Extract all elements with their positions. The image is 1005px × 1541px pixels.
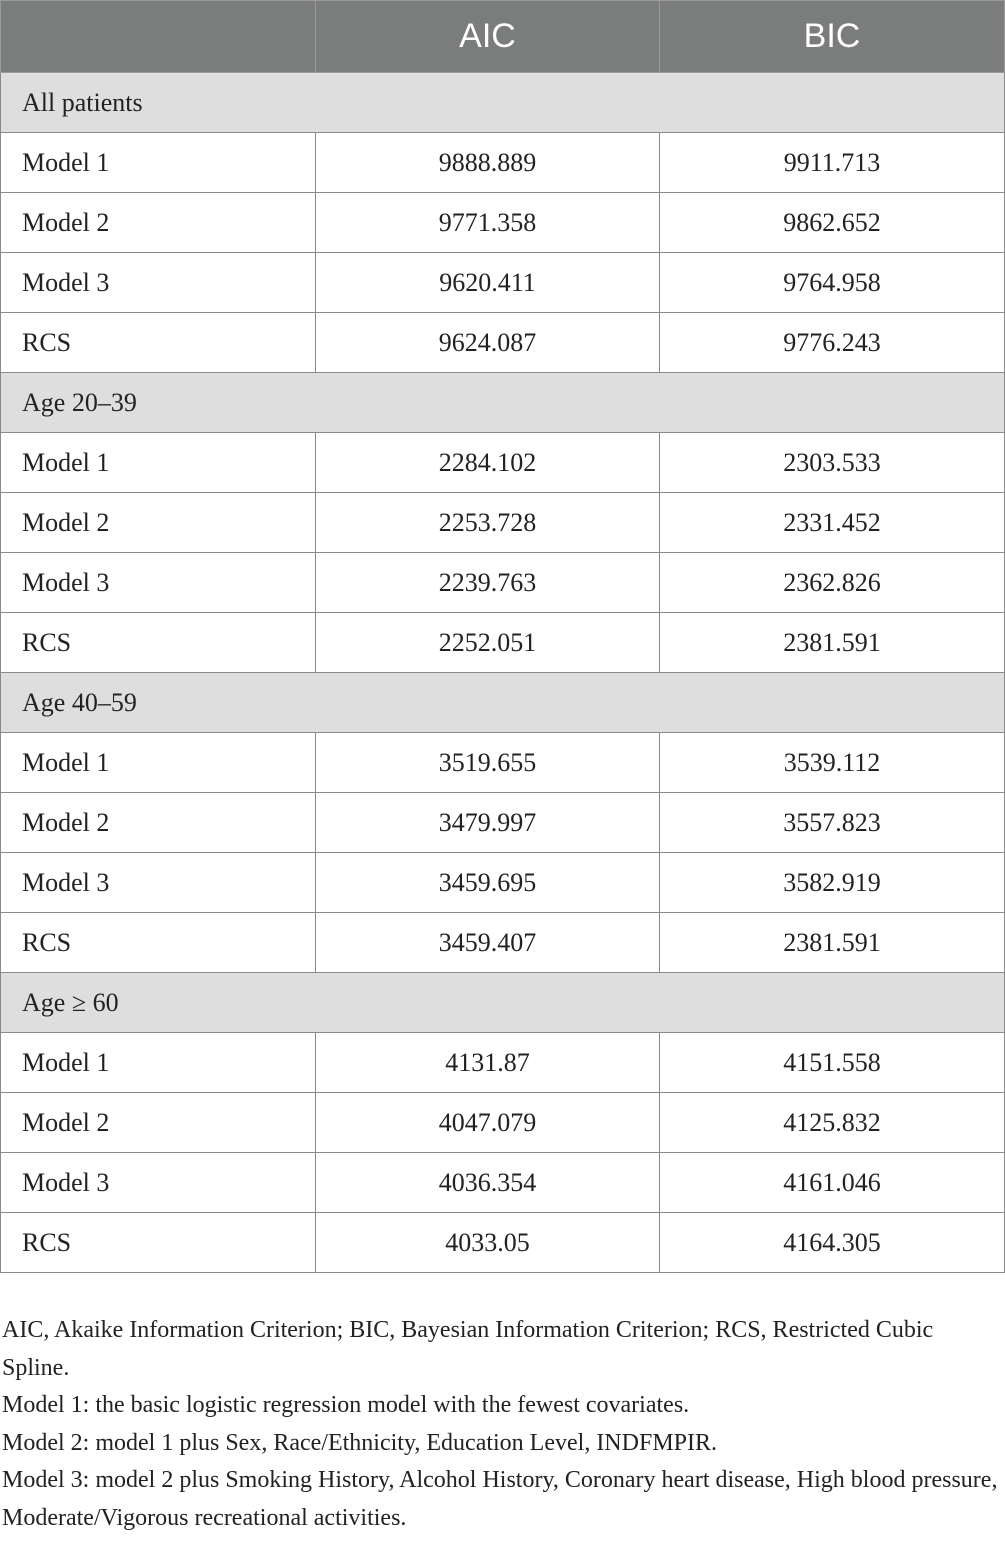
group-label: Age 20–39 <box>1 373 1005 433</box>
bic-cell: 4164.305 <box>660 1213 1005 1273</box>
table-footnotes <box>2 1312 1002 1537</box>
footnote-model-2: Model 2: model 1 plus Sex, Race/Ethnicity, Education Level, INDFMPIR. <box>2 1429 718 1456</box>
model-cell: Model 3 <box>1 1153 316 1213</box>
bic-cell: 9911.713 <box>660 133 1005 193</box>
aic-cell: 9888.889 <box>316 133 660 193</box>
aic-cell: 3459.407 <box>316 913 660 973</box>
bic-cell: 3557.823 <box>660 793 1005 853</box>
table-body <box>1 73 1005 1273</box>
table-row <box>1 313 1005 373</box>
table-row <box>1 733 1005 793</box>
bic-cell: 9764.958 <box>660 253 1005 313</box>
bic-cell: 3582.919 <box>660 853 1005 913</box>
table-row <box>1 133 1005 193</box>
table-row <box>1 793 1005 853</box>
model-cell: Model 1 <box>1 733 316 793</box>
aic-cell: 3519.655 <box>316 733 660 793</box>
aic-cell: 3479.997 <box>316 793 660 853</box>
header-cell-bic: BIC <box>660 1 1005 73</box>
header-cell-aic: AIC <box>316 1 660 73</box>
aic-cell: 4033.05 <box>316 1213 660 1273</box>
group-row <box>1 73 1005 133</box>
table-row <box>1 1153 1005 1213</box>
group-row <box>1 973 1005 1033</box>
header-cell-empty <box>1 1 316 73</box>
aic-cell: 4131.87 <box>316 1033 660 1093</box>
table-row <box>1 1093 1005 1153</box>
model-cell: RCS <box>1 313 316 373</box>
bic-cell: 2381.591 <box>660 613 1005 673</box>
model-cell: Model 3 <box>1 853 316 913</box>
bic-cell: 4151.558 <box>660 1033 1005 1093</box>
group-label: Age 40–59 <box>1 673 1005 733</box>
aic-cell: 2253.728 <box>316 493 660 553</box>
model-cell: Model 1 <box>1 133 316 193</box>
model-cell: RCS <box>1 1213 316 1273</box>
table-row <box>1 553 1005 613</box>
bic-cell: 2303.533 <box>660 433 1005 493</box>
table-row <box>1 193 1005 253</box>
aic-cell: 2252.051 <box>316 613 660 673</box>
aic-cell: 3459.695 <box>316 853 660 913</box>
table-row <box>1 1213 1005 1273</box>
footnote-abbreviations: AIC, Akaike Information Criterion; BIC, Bayesian Information Criterion; RCS, Restricted Cubic Spline. <box>2 1317 934 1381</box>
bic-cell: 2331.452 <box>660 493 1005 553</box>
group-label: Age ≥ 60 <box>1 973 1005 1033</box>
model-cell: Model 2 <box>1 493 316 553</box>
bic-cell: 2362.826 <box>660 553 1005 613</box>
aic-cell: 9620.411 <box>316 253 660 313</box>
table-row <box>1 253 1005 313</box>
group-row <box>1 673 1005 733</box>
bic-cell: 9862.652 <box>660 193 1005 253</box>
footnote-model-1: Model 1: the basic logistic regression model with the fewest covariates. <box>2 1392 690 1418</box>
table-row <box>1 913 1005 973</box>
bic-cell: 4125.832 <box>660 1093 1005 1153</box>
model-cell: Model 3 <box>1 253 316 313</box>
bic-cell: 2381.591 <box>660 913 1005 973</box>
table-row <box>1 853 1005 913</box>
bic-cell: 3539.112 <box>660 733 1005 793</box>
aic-cell: 4036.354 <box>316 1153 660 1213</box>
model-cell: Model 2 <box>1 793 316 853</box>
footnote-model-3: Model 3: model 2 plus Smoking History, Alcohol History, Coronary heart disease, High blood pressure, Moderate/Vigorous recreational activities. <box>2 1467 998 1531</box>
table-row <box>1 1033 1005 1093</box>
model-cell: Model 3 <box>1 553 316 613</box>
header-row <box>1 1 1005 73</box>
table-row <box>1 493 1005 553</box>
bic-cell: 4161.046 <box>660 1153 1005 1213</box>
aic-cell: 9624.087 <box>316 313 660 373</box>
model-cell: Model 1 <box>1 433 316 493</box>
aic-cell: 2284.102 <box>316 433 660 493</box>
bic-cell: 9776.243 <box>660 313 1005 373</box>
aic-cell: 9771.358 <box>316 193 660 253</box>
model-cell: Model 2 <box>1 193 316 253</box>
model-cell: RCS <box>1 913 316 973</box>
table-row <box>1 433 1005 493</box>
model-cell: Model 1 <box>1 1033 316 1093</box>
model-cell: Model 2 <box>1 1093 316 1153</box>
table-header <box>1 1 1005 73</box>
aic-cell: 4047.079 <box>316 1093 660 1153</box>
table-row <box>1 613 1005 673</box>
aic-cell: 2239.763 <box>316 553 660 613</box>
group-label: All patients <box>1 73 1005 133</box>
group-row <box>1 373 1005 433</box>
model-cell: RCS <box>1 613 316 673</box>
